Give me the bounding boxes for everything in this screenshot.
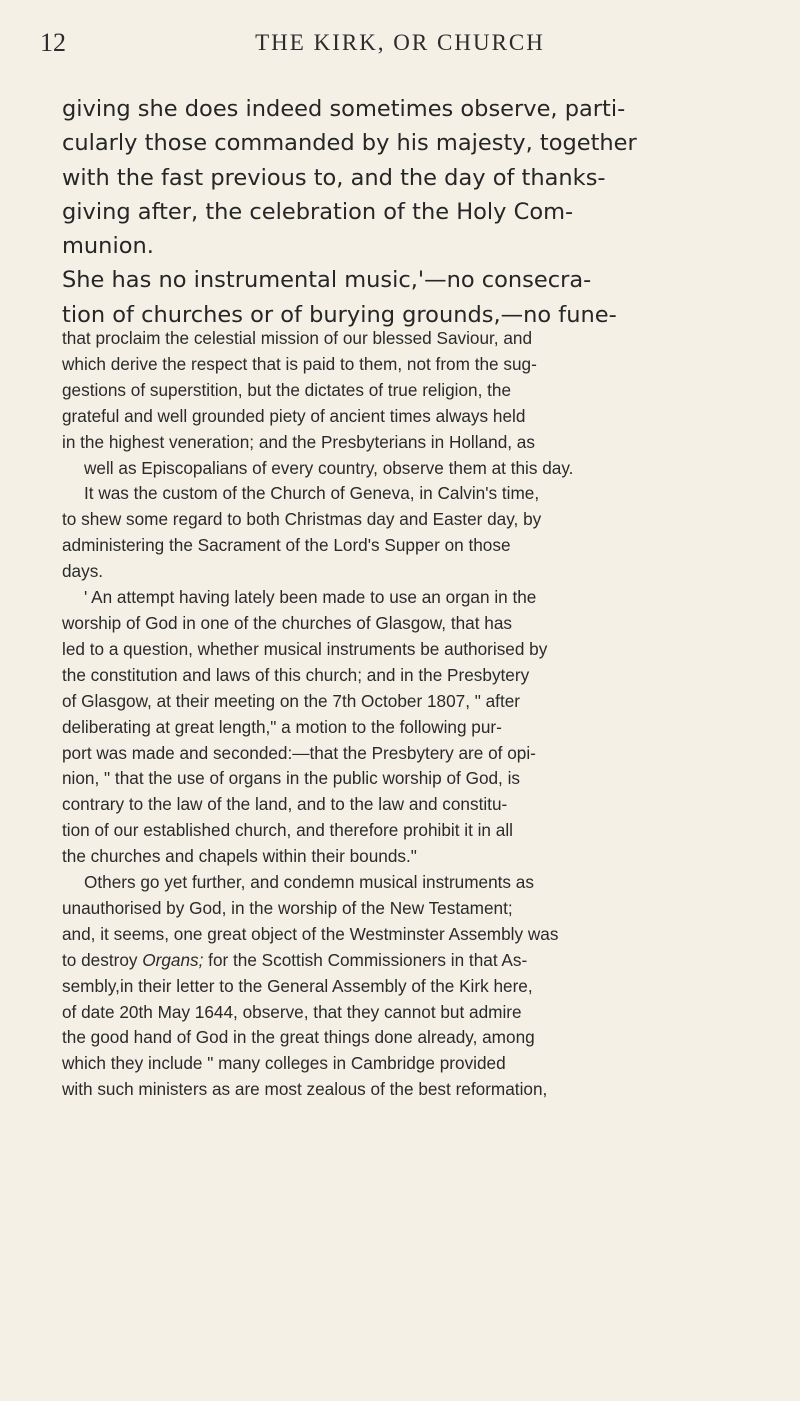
footnote-line: led to a question, whether musical instruments be authorised by bbox=[62, 638, 548, 659]
footnote-line: port was made and seconded:—that the Presbytery are of opi- bbox=[62, 742, 536, 763]
text-line: cularly those commanded by his majesty, together bbox=[62, 130, 637, 157]
footnote-line: with such ministers as are most zealous of the best reformation, bbox=[62, 1079, 548, 1100]
text-line: giving she does indeed sometimes observe, parti- bbox=[62, 96, 626, 122]
main-paragraph bbox=[62, 263, 762, 332]
footnote-line: tion of our established church, and therefore prohibit it in all bbox=[62, 820, 513, 841]
italic-term: Organs; bbox=[142, 949, 204, 970]
main-paragraph bbox=[62, 92, 762, 263]
text-line: She has no instrumental music,'—no consecra- bbox=[62, 267, 592, 294]
text-line: giving after, the celebration of the Holy Com- bbox=[62, 198, 574, 225]
footnote-paragraph bbox=[62, 585, 762, 870]
footnote-line: the good hand of God in the great things done already, among bbox=[62, 1027, 535, 1048]
footnote-line: of Glasgow, at their meeting on the 7th October 1807, " after bbox=[62, 690, 521, 711]
footnote-line: of date 20th May 1644, observe, that they cannot but admire bbox=[62, 1001, 522, 1022]
footnote-text: for the Scottish Commissioners in that As- bbox=[203, 949, 528, 970]
footnote-line: the constitution and laws of this church; and in the Presbytery bbox=[62, 664, 530, 685]
text-line: tion of churches or of burying grounds,—no fune- bbox=[62, 301, 617, 328]
footnote-line bbox=[62, 948, 762, 974]
page-number: 12 bbox=[40, 28, 66, 57]
footnote-line: Others go yet further, and condemn musical instruments as bbox=[84, 872, 534, 893]
footnotes bbox=[62, 326, 762, 1103]
running-title: THE KIRK, OR CHURCH bbox=[255, 30, 545, 55]
footnote-line: It was the custom of the Church of Geneva, in Calvin's time, bbox=[84, 483, 540, 504]
footnote-line: gestions of superstition, but the dictates of true religion, the bbox=[62, 379, 512, 400]
footnote-line: deliberating at great length," a motion to the following pur- bbox=[62, 716, 502, 737]
footnote-line: grateful and well grounded piety of ancient times always held bbox=[62, 405, 526, 426]
footnote-line: well as Episcopalians of every country, observe them at this day. bbox=[84, 457, 574, 478]
footnote-line: worship of God in one of the churches of Glasgow, that has bbox=[62, 612, 513, 633]
footnote-line: nion, " that the use of organs in the public worship of God, is bbox=[62, 768, 521, 789]
footnote-line: which derive the respect that is paid to them, not from the sug- bbox=[62, 353, 537, 374]
footnote-line: in the highest veneration; and the Presbyterians in Holland, as bbox=[62, 431, 535, 452]
footnote-line: and, it seems, one great object of the Westminster Assembly was bbox=[62, 923, 559, 944]
text-line: with the fast previous to, and the day of thanks- bbox=[62, 164, 606, 191]
footnote-line: the churches and chapels within their bounds." bbox=[62, 846, 417, 867]
footnote-line: ' An attempt having lately been made to use an organ in the bbox=[84, 587, 537, 608]
footnote-line: days. bbox=[62, 561, 104, 582]
footnote-line: administering the Sacrament of the Lord's Supper on those bbox=[62, 535, 511, 556]
footnote-line: which they include " many colleges in Cambridge provided bbox=[62, 1053, 506, 1074]
footnote-line: sembly,in their letter to the General Assembly of the Kirk here, bbox=[62, 975, 533, 996]
main-text bbox=[62, 92, 762, 332]
footnote-line: contrary to the law of the land, and to the law and constitu- bbox=[62, 794, 508, 815]
footnote-line: to shew some regard to both Christmas day and Easter day, by bbox=[62, 509, 542, 530]
text-line: munion. bbox=[62, 233, 154, 260]
footnote-paragraph bbox=[62, 870, 762, 1103]
footnote-text: to destroy bbox=[62, 949, 143, 970]
footnote-line: unauthorised by God, in the worship of the New Testament; bbox=[62, 897, 513, 918]
running-head bbox=[40, 24, 760, 64]
footnote-paragraph bbox=[62, 326, 762, 585]
footnote-line: that proclaim the celestial mission of our blessed Saviour, and bbox=[62, 328, 533, 348]
